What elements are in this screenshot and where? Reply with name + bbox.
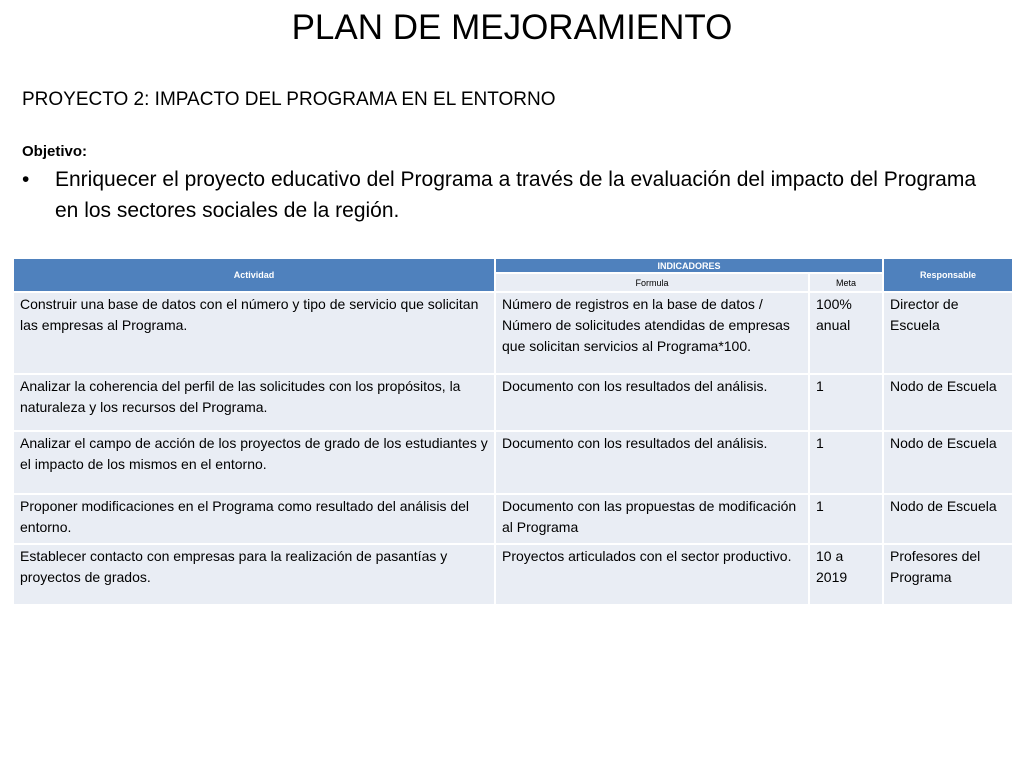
objective-text: Enriquecer el proyecto educativo del Programa a través de la evaluación del impacto del Programa en los sectores sociales de la región.	[55, 168, 977, 222]
cell-formula: Documento con las propuestas de modificación al Programa	[495, 494, 809, 544]
cell-activity: Analizar la coherencia del perfil de las solicitudes con los propósitos, la naturaleza y los recursos del Programa.	[13, 374, 495, 431]
objective-label: Objetivo:	[22, 143, 88, 160]
header-indicators: INDICADORES	[495, 258, 883, 273]
page-title: PLAN DE MEJORAMIENTO	[291, 8, 733, 47]
header-meta: Meta	[809, 273, 883, 292]
table-row	[13, 431, 1013, 494]
table-row	[13, 544, 1013, 605]
table-row	[13, 292, 1013, 374]
table-row	[13, 494, 1013, 544]
cell-activity: Establecer contacto con empresas para la realización de pasantías y proyectos de grados.	[13, 544, 495, 605]
header-formula: Formula	[495, 273, 809, 292]
header-responsible: Responsable	[883, 258, 1013, 292]
cell-responsible: Nodo de Escuela	[883, 374, 1013, 431]
bullet-dot: •	[22, 168, 30, 191]
table-row	[13, 374, 1013, 431]
cell-meta: 100% anual	[809, 292, 883, 374]
cell-meta: 1	[809, 374, 883, 431]
project-subtitle: PROYECTO 2: IMPACTO DEL PROGRAMA EN EL ENTORNO	[22, 89, 556, 110]
objective-bullet	[22, 164, 1002, 226]
header-activity: Actividad	[13, 258, 495, 292]
cell-responsible: Nodo de Escuela	[883, 431, 1013, 494]
cell-formula: Documento con los resultados del análisis.	[495, 431, 809, 494]
cell-meta: 1	[809, 494, 883, 544]
cell-formula: Documento con los resultados del análisis.	[495, 374, 809, 431]
cell-formula: Número de registros en la base de datos / Número de solicitudes atendidas de empresas que solicitan servicios al Programa*100.	[495, 292, 809, 374]
cell-activity: Analizar el campo de acción de los proyectos de grado de los estudiantes y el impacto de los mismos en el entorno.	[13, 431, 495, 494]
cell-activity: Construir una base de datos con el número y tipo de servicio que solicitan las empresas al Programa.	[13, 292, 495, 374]
cell-responsible: Nodo de Escuela	[883, 494, 1013, 544]
cell-activity: Proponer modificaciones en el Programa como resultado del análisis del entorno.	[13, 494, 495, 544]
cell-formula: Proyectos articulados con el sector productivo.	[495, 544, 809, 605]
cell-responsible: Director de Escuela	[883, 292, 1013, 374]
cell-responsible: Profesores del Programa	[883, 544, 1013, 605]
improvement-plan-table	[12, 257, 1014, 606]
cell-meta: 10 a 2019	[809, 544, 883, 605]
cell-meta: 1	[809, 431, 883, 494]
